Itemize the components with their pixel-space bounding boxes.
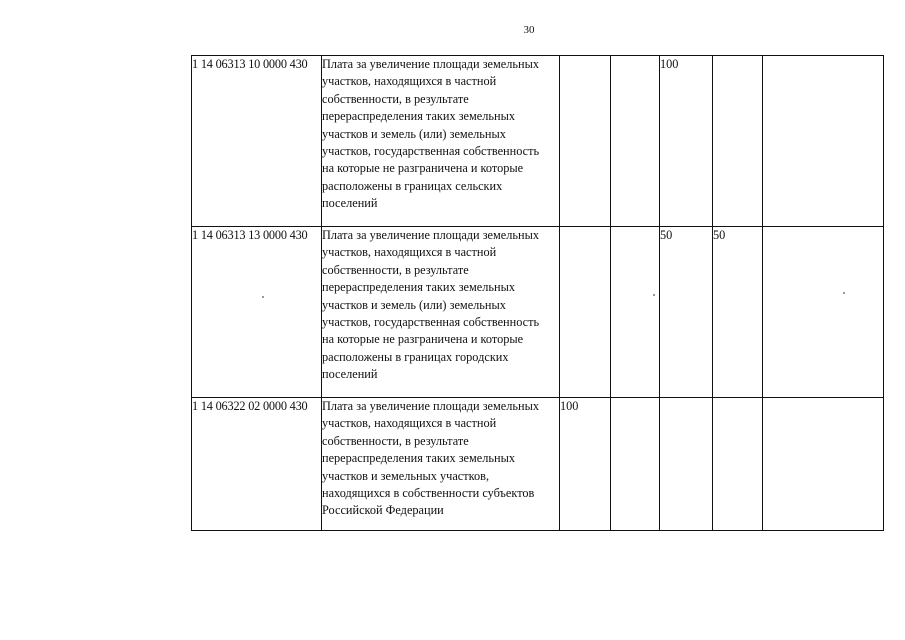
table-row <box>192 56 884 227</box>
table-row <box>192 398 884 531</box>
value-cell-col4: 50 <box>713 227 763 398</box>
value-cell-col2 <box>611 227 660 398</box>
value-cell-col5 <box>763 56 884 227</box>
value-cell-col5 <box>763 227 884 398</box>
table-row <box>192 227 884 398</box>
budget-code-cell: 1 14 06322 02 0000 430 <box>192 398 322 531</box>
value-cell-col2 <box>611 398 660 531</box>
revenue-name-text: Плата за увеличение площади земельных участков, находящихся в частной собственности, в результате перераспределения таких земельных участков и земель (или) земельных участков, государственная собственность на которые не разграничена и которые расположены в границах сельских поселений <box>322 57 540 211</box>
value-cell-col3: 100 <box>660 56 713 227</box>
revenue-table <box>191 55 884 531</box>
scan-speck <box>262 296 264 298</box>
value-cell-col2 <box>611 56 660 227</box>
value-cell-col1 <box>560 227 611 398</box>
revenue-name-cell <box>322 227 560 398</box>
value-cell-col5 <box>763 398 884 531</box>
revenue-name-cell <box>322 56 560 227</box>
value-cell-col4 <box>713 56 763 227</box>
value-cell-col3 <box>660 398 713 531</box>
value-cell-col1 <box>560 56 611 227</box>
value-cell-col1: 100 <box>560 398 611 531</box>
revenue-name-cell <box>322 398 560 531</box>
revenue-name-text: Плата за увеличение площади земельных участков, находящихся в частной собственности, в результате перераспределения таких земельных участков и земельных участков, находящихся в собственности субъектов Российской Федерации <box>322 399 539 518</box>
page-number: 30 <box>523 24 535 36</box>
revenue-name-text: Плата за увеличение площади земельных участков, находящихся в частной собственности, в результате перераспределения таких земельных участков и земель (или) земельных участков, государственная собственность на которые не разграничена и которые расположены в границах городских поселений <box>322 228 540 382</box>
budget-code-cell: 1 14 06313 10 0000 430 <box>192 56 322 227</box>
scan-speck <box>843 292 845 294</box>
budget-code-cell: 1 14 06313 13 0000 430 <box>192 227 322 398</box>
value-cell-col4 <box>713 398 763 531</box>
scan-speck <box>653 294 655 296</box>
value-cell-col3: 50 <box>660 227 713 398</box>
